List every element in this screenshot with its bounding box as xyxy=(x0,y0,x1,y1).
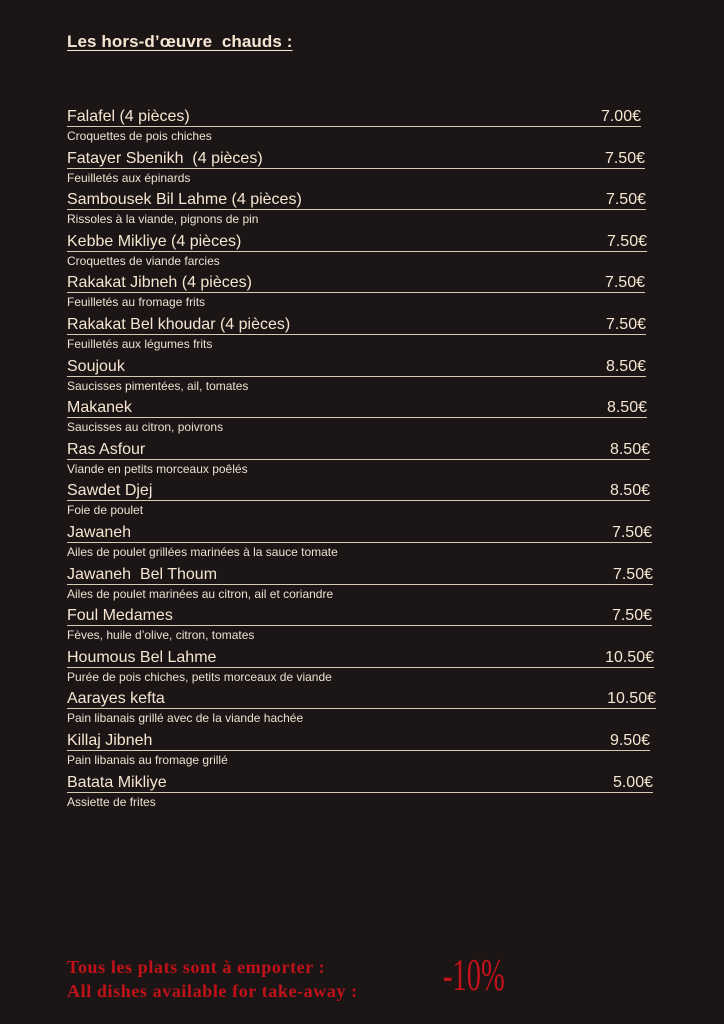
menu-item-description: Rissoles à la viande, pignons de pin xyxy=(67,212,259,227)
menu-item-description: Croquettes de viande farcies xyxy=(67,253,220,268)
menu-item-name: Ras Asfour xyxy=(67,440,146,458)
menu-item-name: Foul Medames xyxy=(67,607,173,625)
menu-item-description: Assiette de frites xyxy=(67,794,156,809)
menu-item-name: Aarayes kefta xyxy=(67,690,165,708)
menu-item-description: Saucisses pimentées, ail, tomates xyxy=(67,378,249,393)
menu-item-price: 7.50€ xyxy=(606,232,647,250)
menu-item-name: Sambousek Bil Lahme (4 pièces) xyxy=(67,191,302,209)
menu-item-description: Foie de poulet xyxy=(67,503,144,518)
menu-item-price: 7.50€ xyxy=(611,524,652,541)
menu-item-underline xyxy=(67,417,647,418)
menu-item-underline xyxy=(67,209,646,210)
takeaway-notice xyxy=(67,955,358,1003)
menu-item-underline xyxy=(67,292,645,293)
menu-item-name: Rakakat Jibneh (4 pièces) xyxy=(67,274,252,292)
menu-item-underline xyxy=(67,126,641,127)
menu-item-description: Purée de pois chiches, petits morceaux de viande xyxy=(67,669,332,684)
menu-item-description: Pain libanais grillé avec de la viande hachée xyxy=(67,711,304,726)
menu-item-description: Saucisses au citron, poivrons xyxy=(67,420,224,435)
discount-badge: -10% xyxy=(443,949,505,1000)
menu-item-underline xyxy=(67,750,650,751)
menu-item-price: 8.50€ xyxy=(605,357,646,375)
menu-item-underline xyxy=(67,459,650,460)
menu-item-price: 7.50€ xyxy=(604,274,645,292)
menu-item-underline xyxy=(67,708,656,709)
menu-item-name: Sawdet Djej xyxy=(67,482,153,500)
menu-item-price: 7.50€ xyxy=(605,316,646,333)
menu-item-description: Feuilletés au fromage frits xyxy=(67,295,206,310)
menu-item-description: Ailes de poulet marinées au citron, ail et coriandre xyxy=(67,586,334,601)
menu-item-price: 9.50€ xyxy=(609,732,650,749)
menu-item-description: Ailes de poulet grillées marinées à la sauce tomate xyxy=(67,545,338,559)
menu-item-price: 5.00€ xyxy=(612,773,653,791)
menu-item-description: Viande en petits morceaux poêlés xyxy=(67,461,248,476)
menu-item-price: 7.00€ xyxy=(600,108,641,125)
menu-item-name: Jawaneh xyxy=(67,524,132,541)
menu-item-name: Batata Mikliye xyxy=(67,773,167,791)
takeaway-notice-fr: Tous les plats sont à emporter : xyxy=(67,957,326,977)
menu-item-name: Kebbe Mikliye (4 pièces) xyxy=(67,232,242,250)
menu-item-underline xyxy=(67,334,646,335)
menu-item-name: Soujouk xyxy=(67,357,125,375)
menu-item-underline xyxy=(67,667,654,668)
menu-item-name: Houmous Bel Lahme xyxy=(67,648,217,666)
menu-item-underline xyxy=(67,376,646,377)
menu-item-description: Feuilletés aux légumes frits xyxy=(67,337,213,351)
menu-item-price: 10.50€ xyxy=(607,690,656,708)
menu-item-underline xyxy=(67,792,653,793)
menu-item-underline xyxy=(67,584,653,585)
menu-item-description: Croquettes de pois chiches xyxy=(67,129,212,143)
menu-item-name: Fatayer Sbenikh (4 pièces) xyxy=(67,149,263,167)
menu-item-name: Makanek xyxy=(67,399,132,417)
menu-item-price: 7.50€ xyxy=(604,149,645,167)
menu-item-underline xyxy=(67,625,652,626)
menu-item-name: Jawaneh Bel Thoum xyxy=(67,565,218,583)
menu-item-underline xyxy=(67,168,645,169)
menu-item-description: Fèves, huile d’olive, citron, tomates xyxy=(67,628,255,643)
menu-item-price: 7.50€ xyxy=(605,191,646,209)
menu-item-name: Falafel (4 pièces) xyxy=(67,108,190,125)
menu-item-price: 8.50€ xyxy=(609,482,650,500)
menu-item-underline xyxy=(67,542,652,543)
menu-item-price: 10.50€ xyxy=(605,648,654,666)
menu-item-name: Rakakat Bel khoudar (4 pièces) xyxy=(67,316,291,333)
menu-item-underline xyxy=(67,500,650,501)
menu-item-description: Feuilletés aux épinards xyxy=(67,170,191,185)
takeaway-notice-en: All dishes available for take-away : xyxy=(67,981,358,1001)
menu-item-price: 7.50€ xyxy=(612,565,653,583)
menu-item-underline xyxy=(67,251,647,252)
menu-item-price: 8.50€ xyxy=(606,399,647,417)
menu-item-name: Killaj Jibneh xyxy=(67,732,153,749)
section-title: Les hors-d’œuvre chauds : xyxy=(67,32,293,51)
menu-item-price: 7.50€ xyxy=(611,607,652,625)
menu-item-price: 8.50€ xyxy=(609,440,650,458)
menu-item-description: Pain libanais au fromage grillé xyxy=(67,753,228,767)
